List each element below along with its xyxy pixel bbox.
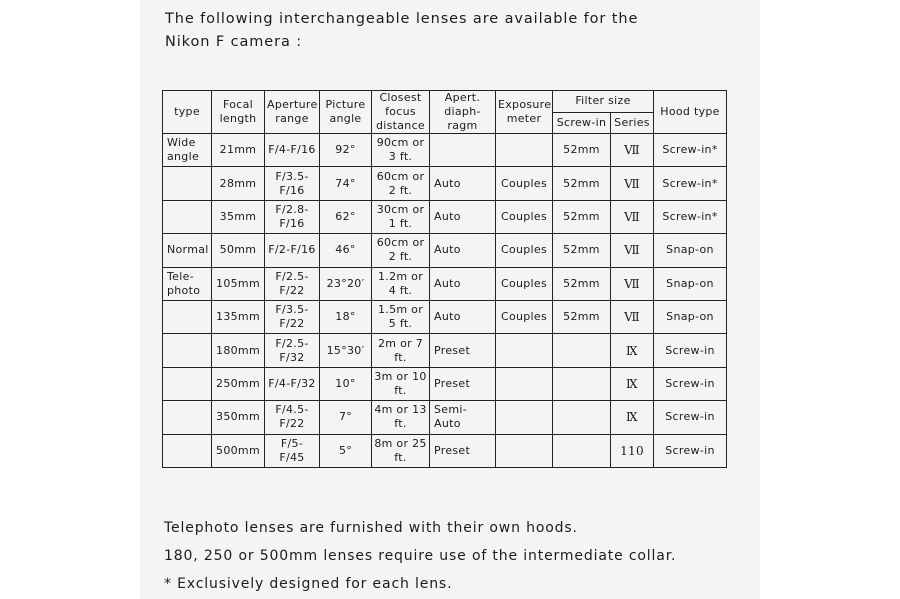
table-row: [163, 334, 727, 367]
cell-aperture-diaphragm: Preset: [430, 334, 496, 367]
cell-focal-length: 105mm: [212, 267, 265, 300]
cell-filter-screw-in: 52mm: [553, 267, 611, 300]
cell-closest-focus: 3m or 10 ft.: [372, 367, 430, 400]
cell-closest-focus: 1.2m or 4 ft.: [372, 267, 430, 300]
cell-focal-length: 35mm: [212, 200, 265, 233]
cell-filter-series: Ⅶ: [611, 300, 654, 333]
cell-picture-angle: 18°: [320, 300, 372, 333]
table-row: [163, 434, 727, 467]
cell-type: [163, 200, 212, 233]
cell-picture-angle: 23°20′: [320, 267, 372, 300]
cell-picture-angle: 46°: [320, 234, 372, 267]
table-row: [163, 134, 727, 167]
cell-picture-angle: 15°30′: [320, 334, 372, 367]
cell-closest-focus: 60cm or 2 ft.: [372, 167, 430, 200]
header-aperture-range: Aperture range: [265, 91, 320, 134]
cell-picture-angle: 74°: [320, 167, 372, 200]
cell-aperture-range: F/4.5- F/22: [265, 401, 320, 434]
cell-filter-screw-in: 52mm: [553, 300, 611, 333]
cell-exposure-meter: Couples: [496, 200, 553, 233]
cell-aperture-diaphragm: Auto: [430, 200, 496, 233]
cell-exposure-meter: Couples: [496, 267, 553, 300]
table-row: [163, 234, 727, 267]
cell-type: [163, 300, 212, 333]
cell-focal-length: 21mm: [212, 134, 265, 167]
cell-hood-type: Screw-in*: [654, 134, 727, 167]
header-screw-in: Screw-in: [553, 112, 611, 134]
cell-type: [163, 167, 212, 200]
footnotes: [164, 514, 724, 598]
cell-type: [163, 367, 212, 400]
cell-aperture-range: F/2-F/16: [265, 234, 320, 267]
header-series: Series: [611, 112, 654, 134]
cell-closest-focus: 4m or 13 ft.: [372, 401, 430, 434]
cell-picture-angle: 5°: [320, 434, 372, 467]
cell-hood-type: Screw-in*: [654, 200, 727, 233]
cell-exposure-meter: Couples: [496, 167, 553, 200]
cell-picture-angle: 7°: [320, 401, 372, 434]
footnote-telephoto: Telephoto lenses are furnished with their own hoods.: [164, 520, 578, 536]
header-exposure-meter: Exposure meter: [496, 91, 553, 134]
footnote-collar: 180, 250 or 500mm lenses require use of the intermediate collar.: [164, 548, 677, 564]
cell-filter-screw-in: 52mm: [553, 200, 611, 233]
table-row: [163, 401, 727, 434]
table-row: [163, 200, 727, 233]
cell-filter-screw-in: [553, 401, 611, 434]
cell-filter-screw-in: 52mm: [553, 134, 611, 167]
cell-aperture-diaphragm: Auto: [430, 300, 496, 333]
right-margin: [760, 0, 900, 599]
header-focal-length: Focal length: [212, 91, 265, 134]
cell-focal-length: 250mm: [212, 367, 265, 400]
cell-aperture-range: F/4-F/32: [265, 367, 320, 400]
cell-aperture-range: F/5- F/45: [265, 434, 320, 467]
cell-aperture-diaphragm: Semi-Auto: [430, 401, 496, 434]
cell-filter-screw-in: [553, 367, 611, 400]
cell-exposure-meter: [496, 134, 553, 167]
cell-aperture-diaphragm: Auto: [430, 234, 496, 267]
cell-filter-screw-in: [553, 434, 611, 467]
cell-aperture-diaphragm: Auto: [430, 267, 496, 300]
cell-aperture-range: F/2.8- F/16: [265, 200, 320, 233]
cell-aperture-range: F/2.5- F/22: [265, 267, 320, 300]
cell-exposure-meter: Couples: [496, 300, 553, 333]
cell-exposure-meter: Couples: [496, 234, 553, 267]
cell-hood-type: Screw-in: [654, 434, 727, 467]
intro-text: The following interchangeable lenses are available for the Nikon F camera :: [165, 11, 639, 50]
cell-exposure-meter: [496, 334, 553, 367]
cell-type: [163, 401, 212, 434]
cell-hood-type: Screw-in: [654, 367, 727, 400]
cell-filter-series: Ⅸ: [611, 367, 654, 400]
cell-closest-focus: 30cm or 1 ft.: [372, 200, 430, 233]
cell-filter-series: Ⅶ: [611, 167, 654, 200]
cell-focal-length: 28mm: [212, 167, 265, 200]
cell-focal-length: 180mm: [212, 334, 265, 367]
cell-filter-series: Ⅶ: [611, 267, 654, 300]
header-filter-size: Filter size: [553, 91, 654, 113]
cell-filter-series: Ⅶ: [611, 200, 654, 233]
cell-aperture-diaphragm: Auto: [430, 167, 496, 200]
cell-hood-type: Snap-on: [654, 300, 727, 333]
cell-exposure-meter: [496, 434, 553, 467]
cell-hood-type: Snap-on: [654, 234, 727, 267]
cell-hood-type: Snap-on: [654, 267, 727, 300]
cell-picture-angle: 92°: [320, 134, 372, 167]
footnote-asterisk: * Exclusively designed for each lens.: [164, 576, 453, 592]
cell-filter-screw-in: 52mm: [553, 234, 611, 267]
cell-focal-length: 500mm: [212, 434, 265, 467]
cell-type: Tele- photo: [163, 267, 212, 300]
cell-focal-length: 350mm: [212, 401, 265, 434]
cell-type: [163, 434, 212, 467]
table-row: [163, 267, 727, 300]
cell-aperture-range: F/2.5- F/32: [265, 334, 320, 367]
cell-type: [163, 334, 212, 367]
cell-closest-focus: 8m or 25 ft.: [372, 434, 430, 467]
cell-hood-type: Screw-in: [654, 401, 727, 434]
cell-filter-screw-in: [553, 334, 611, 367]
cell-closest-focus: 2m or 7 ft.: [372, 334, 430, 367]
cell-picture-angle: 10°: [320, 367, 372, 400]
cell-exposure-meter: [496, 401, 553, 434]
cell-closest-focus: 90cm or 3 ft.: [372, 134, 430, 167]
cell-picture-angle: 62°: [320, 200, 372, 233]
table-row: [163, 300, 727, 333]
header-hood-type: Hood type: [654, 91, 727, 134]
cell-filter-screw-in: 52mm: [553, 167, 611, 200]
header-closest-focus: Closest focus distance: [372, 91, 430, 134]
cell-aperture-range: F/4-F/16: [265, 134, 320, 167]
header-aperture-diaphragm: Apert. diaph- ragm: [430, 91, 496, 134]
lens-table: [162, 90, 727, 468]
cell-hood-type: Screw-in*: [654, 167, 727, 200]
cell-filter-series: Ⅸ: [611, 334, 654, 367]
cell-hood-type: Screw-in: [654, 334, 727, 367]
cell-closest-focus: 60cm or 2 ft.: [372, 234, 430, 267]
header-picture-angle: Picture angle: [320, 91, 372, 134]
cell-aperture-diaphragm: Preset: [430, 367, 496, 400]
cell-aperture-diaphragm: Preset: [430, 434, 496, 467]
table-row: [163, 367, 727, 400]
cell-exposure-meter: [496, 367, 553, 400]
cell-aperture-diaphragm: [430, 134, 496, 167]
table-row: [163, 167, 727, 200]
cell-closest-focus: 1.5m or 5 ft.: [372, 300, 430, 333]
cell-focal-length: 135mm: [212, 300, 265, 333]
cell-focal-length: 50mm: [212, 234, 265, 267]
cell-filter-series: 110: [611, 434, 654, 467]
cell-filter-series: Ⅸ: [611, 401, 654, 434]
cell-filter-series: Ⅶ: [611, 234, 654, 267]
cell-aperture-range: F/3.5- F/16: [265, 167, 320, 200]
cell-filter-series: Ⅶ: [611, 134, 654, 167]
cell-type: Wide angle: [163, 134, 212, 167]
cell-aperture-range: F/3.5- F/22: [265, 300, 320, 333]
header-type: type: [163, 91, 212, 134]
left-margin: [0, 0, 140, 599]
cell-type: Normal: [163, 234, 212, 267]
